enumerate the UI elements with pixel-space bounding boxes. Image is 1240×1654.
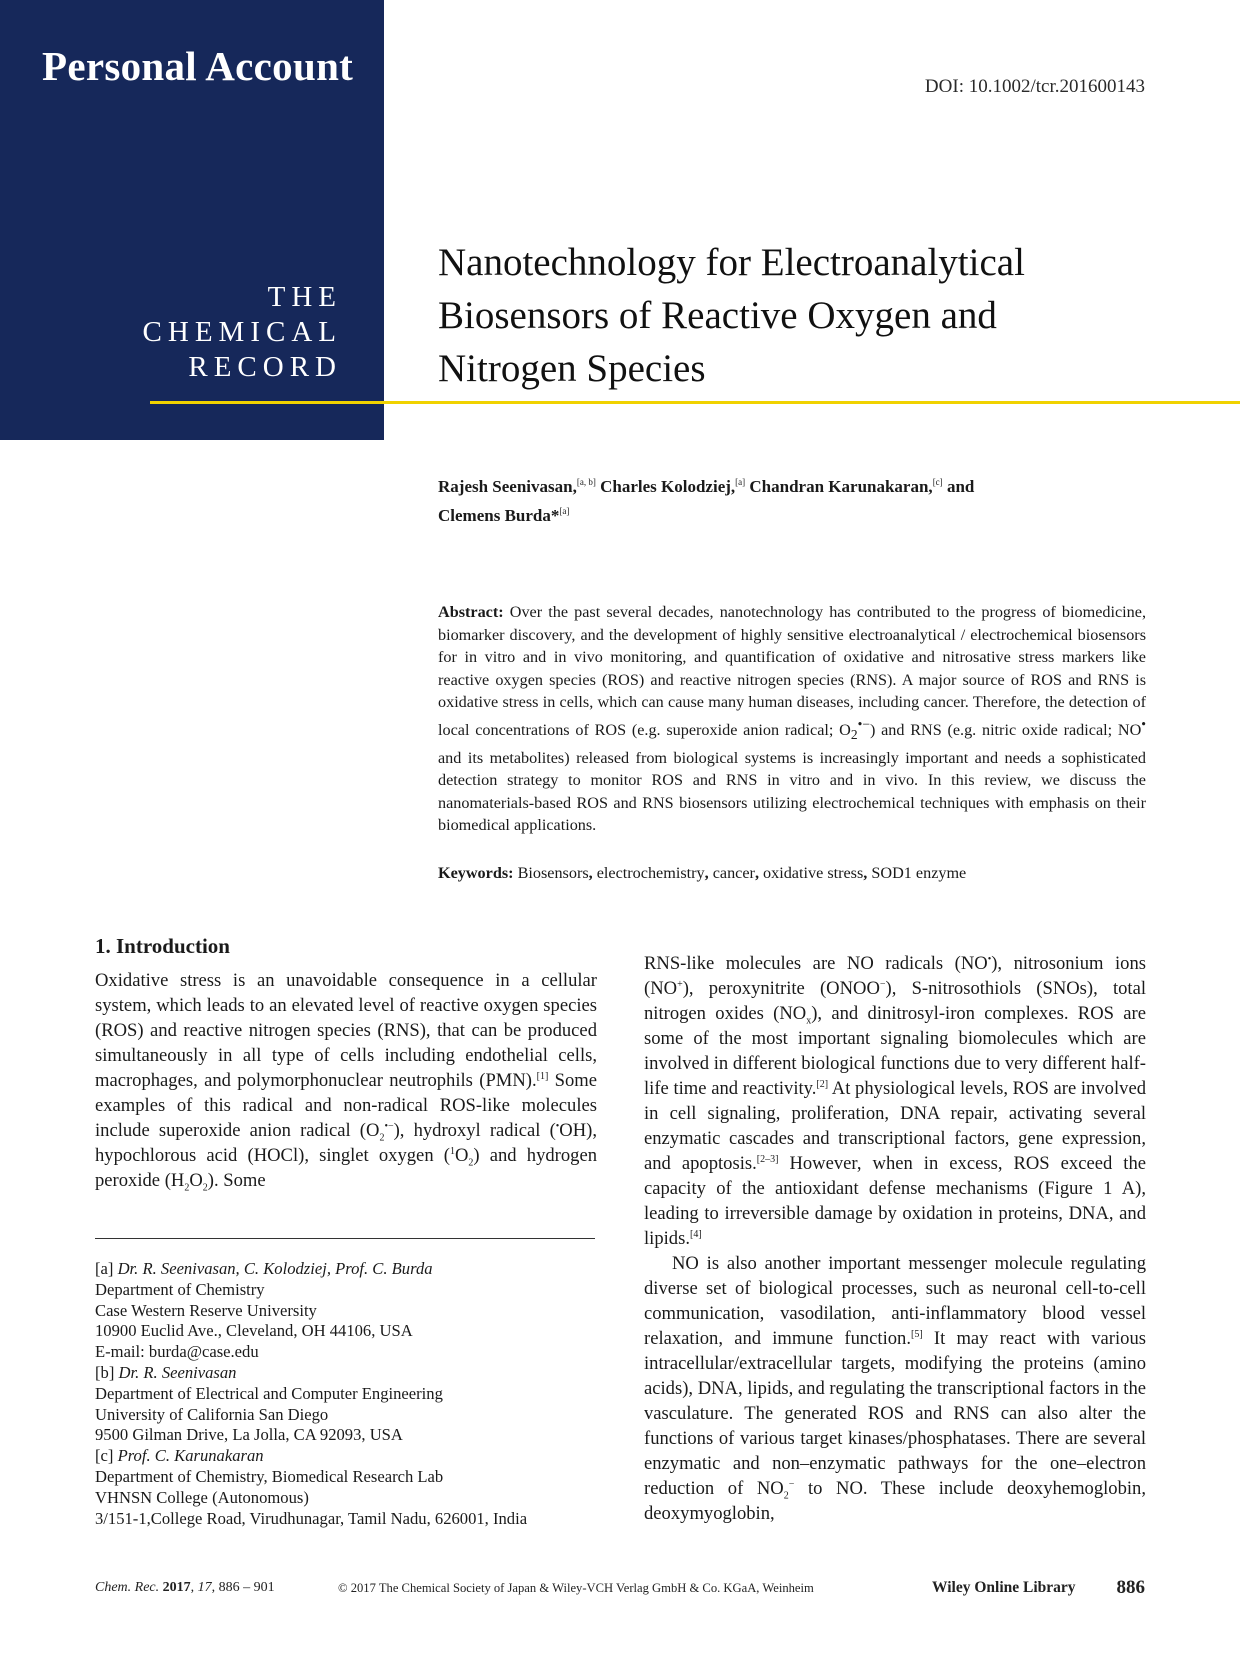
affiliation-line: 3/151-1,College Road, Virudhunagar, Tamil Nadu, 626001, India [95,1508,528,1528]
affiliation-line: University of California San Diego [95,1404,329,1424]
journal-name-line: RECORD [188,351,342,383]
page-footer [95,1578,1145,1602]
doi-link[interactable]: DOI: 10.1002/tcr.201600143 [924,76,1145,97]
copyright-notice: © 2017 The Chemical Society of Japan & Wiley-VCH Verlag GmbH & Co. KGaA, Weinheim [338,1581,814,1595]
author-name: Charles Kolodziej, [600,477,736,496]
abstract [438,601,1146,837]
body-column-right [644,951,1146,1526]
affiliation-line: VHNSN College (Autonomous) [95,1487,309,1507]
title-line: Nitrogen Species [438,347,706,390]
article-type-label: Personal Account [42,43,354,89]
journal-name-line: CHEMICAL [142,316,342,348]
article-title [438,236,1198,395]
author-conjunction: and [946,477,975,496]
publisher-library[interactable]: Wiley Online Library [932,1579,1076,1596]
affiliation-line: [c] Prof. C. Karunakaran [95,1446,264,1466]
author-affiliation-ref: [a] [559,506,570,516]
affiliation-line: 10900 Euclid Ave., Cleveland, OH 44106, USA [95,1321,413,1341]
journal-name-line: THE [267,281,342,313]
title-rule [150,401,1240,404]
author-list [438,470,1158,528]
affiliation-footnotes [95,1259,615,1529]
keywords [438,862,1146,884]
author-affiliation-ref: [a, b] [576,477,596,487]
affiliation-line: Department of Electrical and Computer Engineering [95,1383,443,1403]
author-affiliation-ref: [c] [932,477,943,487]
abstract-label: Abstract: [438,603,504,621]
body-paragraph: RNS-like molecules are NO radicals (NO•), nitrosonium ions (NO+), peroxynitrite (ONOO−), S-nitrosothiols (SNOs), total nitrogen oxides $(NO_x)$, and dinitrosyl-iron complexes. ROS are some of the most important signaling biomolecules which are involved in different biological functions due to very different half-life time and reactivity.[2] At physiological levels, ROS are involved in cell signaling, proliferation, DNA repair, activating several enzymatic cascades and transcriptional factors, gene expression, and apoptosis.[2–3] However, when in excess, ROS exceed the capacity of the antioxidant defense mechanisms (Figure 1 A), leading to irreversible damage by oxidation in proteins, DNA, and lipids.[4] [644,953,1147,1249]
keywords-label: Keywords: [438,864,514,882]
affiliation-line: 9500 Gilman Drive, La Jolla, CA 92093, USA [95,1425,403,1445]
author-name: Chandran Karunakaran, [749,477,933,496]
footnote-divider [95,1238,595,1239]
affiliation-line: Department of Chemistry, Biomedical Research Lab [95,1466,444,1486]
affiliation-line: Case Western Reserve University [95,1300,317,1320]
abstract-text: Over the past several decades, nanotechnology has contributed to the progress of biomedicine, biomarker discovery, and the development of highly sensitive electroanalytical / electrochemical biosensors for in vitro and in vivo monitoring, and quantification of oxidative and nitrosative stress markers like reactive oxygen species (ROS) and reactive nitrogen species (RNS). A major source of ROS and RNS is oxidative stress in cells, which can cause many human diseases, including cancer. Therefore, the detection of local concentrations of ROS (e.g. superoxide anion radical; $O_2^{•-}$) and RNS (e.g. nitric oxide radical; NO• and its metabolites) released from biological systems is increasingly important and needs a sophisticated detection strategy to monitor ROS and RNS in vitro and in vivo. In this review, we discuss the nanomaterials-based ROS and RNS biosensors utilizing electrochemical techniques with emphasis on their biomedical applications. [438,603,1147,835]
affiliation-line: [a] Dr. R. Seenivasan, C. Kolodziej, Prof. C. Burda [95,1259,433,1278]
journal-citation: Chem. Rec. 2017, 17, 886 – 901 [95,1580,275,1595]
body-paragraph: Oxidative stress is an unavoidable consequence in a cellular system, which leads to an elevated level of reactive oxygen species (ROS) and reactive nitrogen species (RNS), that can be produced simultaneously in all type of cells including endothelial cells, macrophages, and polymorphonuclear neutrophils (PMN).[1] Some examples of this radical and non-radical ROS-like molecules include superoxide anion radical $(O_2^{•-})$, hydroxyl radical (•OH), hypochlorous acid (HOCl), singlet oxygen $(^1O_2)$ and hydrogen peroxide $(H_2O_2)$. Some [95,970,597,1194]
keywords-text: Biosensors, electrochemistry, cancer, oxidative stress, SOD1 enzyme [517,864,967,882]
author-affiliation-ref: [a] [735,477,746,487]
page-number: 886 [1116,1577,1145,1598]
journal-name [143,280,342,385]
body-paragraph: NO is also another important messenger molecule regulating diverse set of biological processes, such as neuronal cell-to-cell communication, vasodilation, anti-inflammatory blood vessel relaxation, and immune function.[5] It may react with various intracellular/extracellular targets, modifying the proteins (amino acids), DNA, lipids, and regulating the transcriptional factors in the vasculature. The generated ROS and RNS can also alter the functions of various target kinases/phosphatases. There are several enzymatic and non–enzymatic pathways for the one–electron reduction of $NO_2^-$ to NO. These include deoxyhemoglobin, deoxymyoglobin, [644,1253,1147,1524]
author-name: Rajesh Seenivasan, [438,477,577,496]
section-heading: 1. Introduction [95,934,230,958]
affiliation-line: E-mail: burda@case.edu [95,1342,259,1362]
title-line: Nanotechnology for Electroanalytical [438,241,1025,284]
author-name: Clemens Burda* [438,506,560,525]
title-line: Biosensors of Reactive Oxygen and [438,294,997,337]
affiliation-line: Department of Chemistry [95,1279,265,1299]
body-column-left [95,932,597,1193]
journal-banner [0,0,384,440]
affiliation-line: [b] Dr. R. Seenivasan [95,1362,237,1382]
